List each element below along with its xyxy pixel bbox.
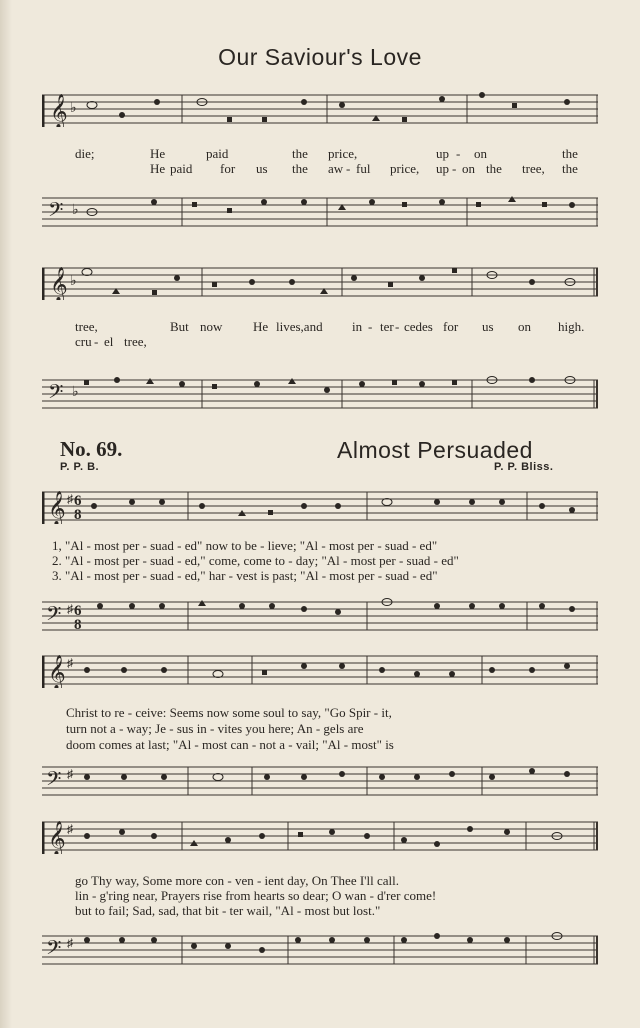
- svg-text:♭: ♭: [70, 101, 77, 116]
- svg-text:𝄢: 𝄢: [48, 382, 64, 408]
- hymn-number: No. 69.: [60, 437, 123, 461]
- lyric-word: aw: [328, 161, 344, 176]
- time-signature-bottom: 8: [74, 507, 82, 523]
- treble-staff: [42, 264, 598, 300]
- treble-staff: [42, 488, 598, 524]
- staff-lines: [42, 264, 598, 300]
- staff-lines: [42, 194, 598, 230]
- lyric-word: paid: [206, 146, 229, 161]
- svg-text:𝄞: 𝄞: [48, 822, 66, 854]
- hymn-title-our-saviours-love: Our Saviour's Love: [218, 44, 422, 70]
- lyric-verse-2: lin - g'ring near, Prayers rise from hearts so dear; O wan - d'rer come!: [75, 888, 437, 903]
- svg-text:♭: ♭: [70, 274, 77, 289]
- bass-staff: [42, 598, 598, 634]
- svg-text:𝄢: 𝄢: [46, 938, 62, 964]
- svg-text:𝄞: 𝄞: [48, 656, 66, 688]
- time-signature-top: 6: [74, 603, 82, 619]
- bass-staff: [42, 932, 598, 968]
- hymn-title-almost-persuaded: Almost Persuaded: [337, 437, 533, 463]
- lyric-word: cru: [75, 334, 92, 349]
- lyric-word: up: [436, 161, 449, 176]
- lyric-verse-1: go Thy way, Some more con - ven - ient day, On Thee I'll call.: [75, 873, 400, 888]
- bass-staff: [42, 763, 598, 799]
- svg-text:♯: ♯: [67, 656, 73, 670]
- lyric-word: us: [482, 319, 494, 334]
- lyric-word: for: [443, 319, 459, 334]
- lyric-word: price,: [328, 146, 358, 161]
- lyric-word: tree,: [75, 319, 98, 334]
- lyric-word: tree,: [124, 334, 147, 349]
- svg-text:♭: ♭: [72, 385, 79, 400]
- bass-staff: [42, 376, 598, 412]
- time-signature-top: 6: [74, 493, 82, 509]
- lyric-verse-3: but to fail; Sad, sad, that bit - ter wail, "Al - most but lost.": [75, 903, 381, 918]
- lyric-verse-1: 1, "Al - most per - suad - ed" now to be - lieve; "Al - most per - suad - ed": [52, 538, 438, 553]
- staff-lines: [42, 488, 598, 524]
- svg-text:♯: ♯: [67, 602, 73, 616]
- lyric-word: the: [292, 146, 308, 161]
- staff-lines: [42, 91, 598, 127]
- time-signature-bottom: 8: [74, 617, 82, 633]
- lyric-word: lives,and: [276, 319, 323, 334]
- svg-text:♯: ♯: [67, 492, 73, 506]
- lyric-verse-2: turn not a - way; Je - sus in - vites you here; An - gels are: [66, 721, 364, 736]
- svg-text:𝄢: 𝄢: [46, 604, 62, 630]
- svg-text:𝄞: 𝄞: [48, 492, 66, 524]
- staff-lines: [42, 763, 598, 799]
- lyric-word: -: [456, 146, 461, 161]
- lyric-word: -: [452, 161, 457, 176]
- lyric-word: -: [346, 161, 351, 176]
- lyric-word: He: [253, 319, 269, 334]
- lyric-word: the: [562, 146, 578, 161]
- lyric-word: on: [518, 319, 531, 334]
- svg-text:𝄢: 𝄢: [46, 769, 62, 795]
- lyric-word: el: [104, 334, 114, 349]
- lyric-word: -: [395, 319, 400, 334]
- lyric-word: on: [474, 146, 487, 161]
- staff-lines: [42, 932, 598, 968]
- svg-text:♯: ♯: [67, 936, 73, 950]
- treble-staff: [42, 91, 598, 127]
- lyric-word: the: [486, 161, 502, 176]
- lyric-word: die;: [75, 146, 95, 161]
- lyric-word: on: [462, 161, 475, 176]
- staff-lines: [42, 818, 598, 854]
- svg-text:♭: ♭: [72, 203, 79, 218]
- treble-staff: [42, 818, 598, 854]
- svg-text:𝄞: 𝄞: [50, 95, 68, 127]
- lyric-word: He: [150, 146, 166, 161]
- music-credit: P. P. Bliss.: [494, 461, 554, 473]
- svg-text:𝄞: 𝄞: [50, 268, 68, 300]
- lyric-word: price,: [390, 161, 420, 176]
- lyric-word: -: [368, 319, 373, 334]
- lyric-word: -: [94, 334, 99, 349]
- lyric-word: He: [150, 161, 166, 176]
- lyric-word: ful: [356, 161, 371, 176]
- lyric-word: for: [220, 161, 236, 176]
- lyric-verse-3: doom comes at last; "Al - most can - not a - vail; "Al - most" is: [66, 737, 394, 752]
- staff-lines: [42, 652, 598, 688]
- lyric-word: ter: [380, 319, 394, 334]
- lyric-word: in: [352, 319, 363, 334]
- lyric-word: the: [562, 161, 578, 176]
- page-edge: [0, 0, 12, 1028]
- staff-lines: [42, 598, 598, 634]
- lyric-word: us: [256, 161, 268, 176]
- lyric-word: high.: [558, 319, 585, 334]
- lyric-word: But: [170, 319, 189, 334]
- staff-lines: [42, 376, 598, 412]
- lyric-word: the: [292, 161, 308, 176]
- svg-text:♯: ♯: [67, 822, 73, 836]
- lyric-verse-2: 2. "Al - most per - suad - ed," come, come to - day; "Al - most per - suad - ed": [52, 553, 459, 568]
- treble-staff: [42, 652, 598, 688]
- lyric-verse-1: Christ to re - ceive: Seems now some soul to say, "Go Spir - it,: [66, 705, 392, 720]
- svg-text:𝄢: 𝄢: [48, 200, 64, 226]
- lyric-word: up: [436, 146, 449, 161]
- words-credit: P. P. B.: [60, 461, 100, 473]
- svg-text:♯: ♯: [67, 767, 73, 781]
- bass-staff: [42, 194, 598, 230]
- lyric-word: tree,: [522, 161, 545, 176]
- lyric-word: cedes: [404, 319, 433, 334]
- lyric-word: paid: [170, 161, 193, 176]
- lyric-word: now: [200, 319, 223, 334]
- lyric-verse-3: 3. "Al - most per - suad - ed," har - vest is past; "Al - most per - suad - ed": [52, 568, 438, 583]
